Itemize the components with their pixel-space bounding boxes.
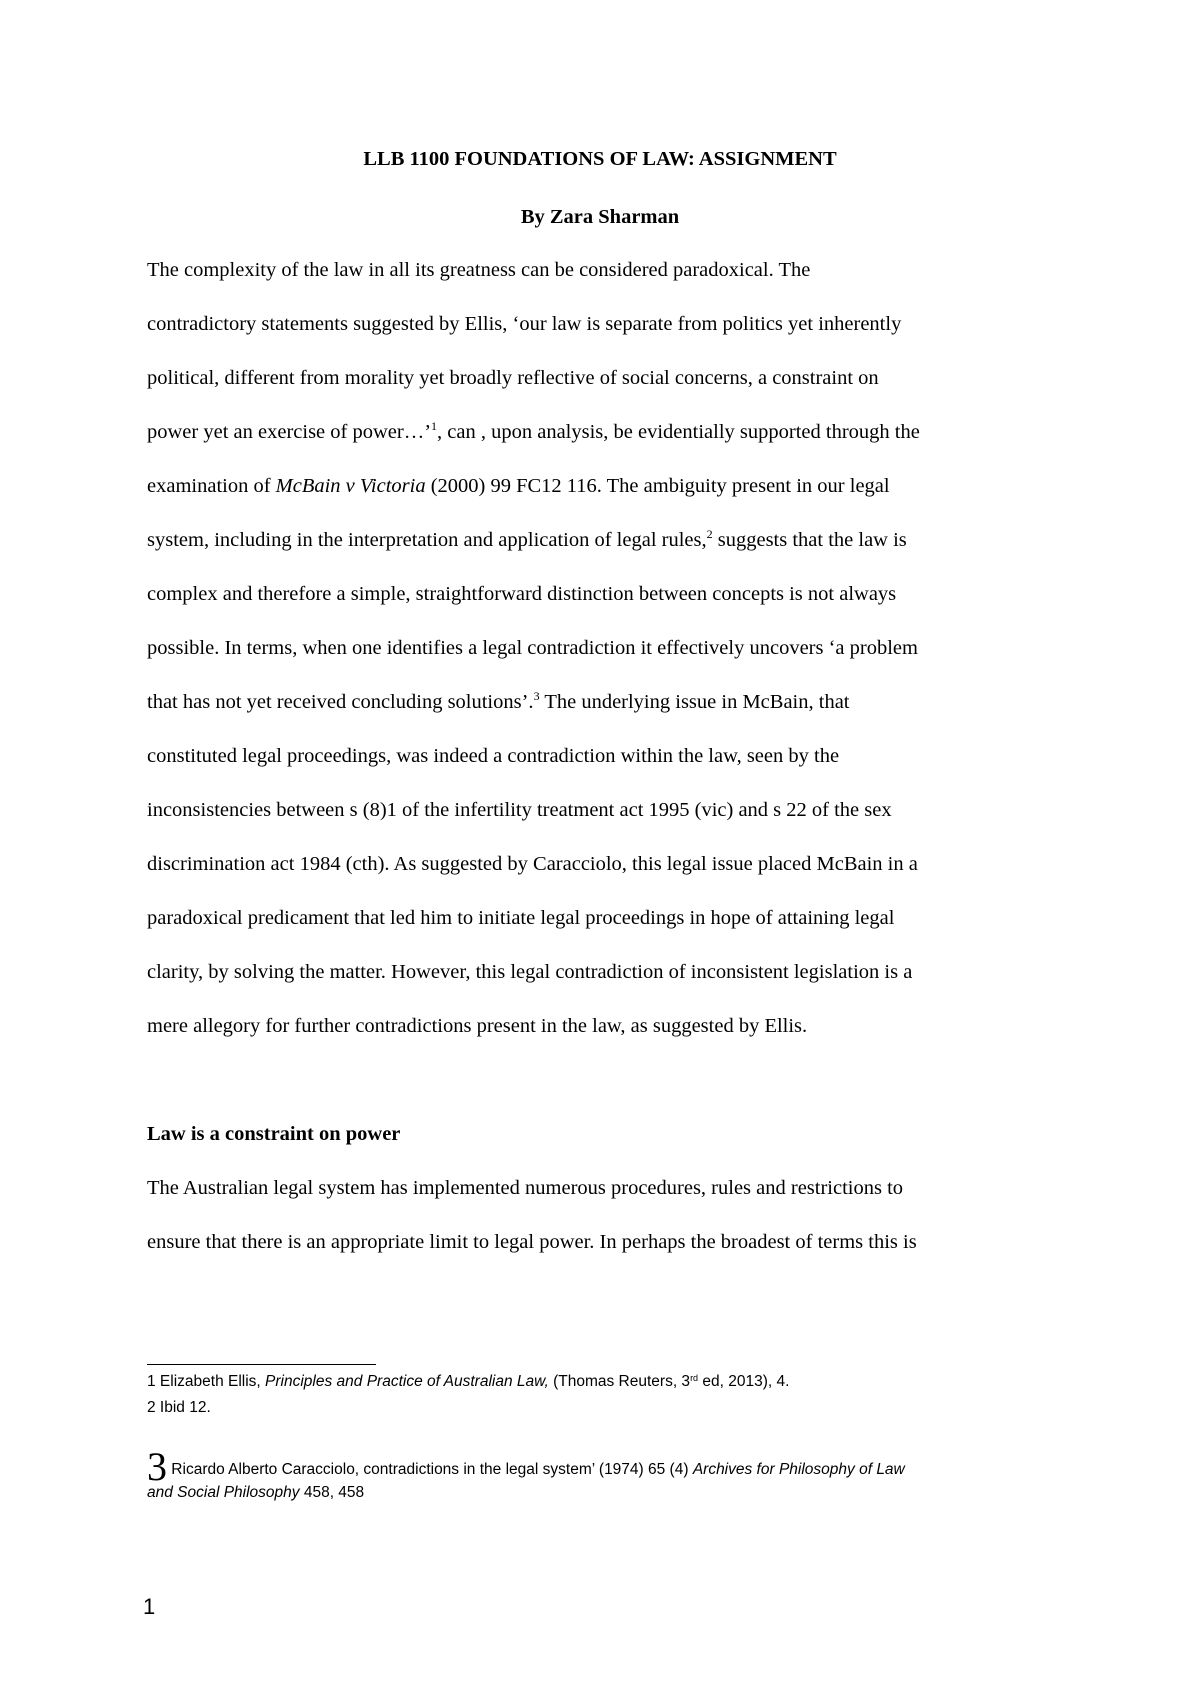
paragraph-line — [147, 528, 1077, 552]
footnote-ref-1: 1 — [431, 419, 438, 433]
text-run: suggests that the law is — [712, 529, 907, 551]
footnote-1 — [147, 1373, 1087, 1391]
paragraph-line: constituted legal proceedings, was indeed a contradiction within the law, seen by the — [147, 745, 840, 767]
paragraph-line: political, different from morality yet broadly reflective of social concerns, a constraint on — [147, 367, 879, 389]
paragraph-line: contradictory statements suggested by Ellis, ‘our law is separate from politics yet inherently — [147, 313, 902, 335]
text-run: The underlying issue in McBain, that — [539, 691, 850, 713]
text-run: 1 Elizabeth Ellis, — [147, 1373, 266, 1390]
footnote-number: 3 — [147, 1444, 167, 1489]
paragraph-line: complex and therefore a simple, straightforward distinction between concepts is not always — [147, 583, 897, 605]
text-run: system, including in the interpretation and application of legal rules, — [147, 529, 707, 551]
journal-title: and Social Philosophy — [147, 1484, 300, 1501]
paragraph-line: The Australian legal system has implemented numerous procedures, rules and restrictions to — [147, 1177, 904, 1199]
footnote-3 — [147, 1444, 1087, 1489]
document-title: LLB 1100 FOUNDATIONS OF LAW: ASSIGNMENT — [363, 148, 837, 170]
footnote-ref-2: 2 — [706, 527, 713, 541]
paragraph-line — [147, 690, 1077, 714]
case-name: McBain v Victoria — [275, 475, 426, 497]
footnote-2: 2 Ibid 12. — [147, 1399, 211, 1416]
text-run: (Thomas Reuters, 3 — [548, 1373, 691, 1390]
paragraph-line: possible. In terms, when one identifies a legal contradiction it effectively uncovers ‘a problem — [147, 637, 918, 659]
footnote-separator — [147, 1364, 376, 1365]
paragraph-line — [147, 474, 1077, 498]
paragraph-line: inconsistencies between s (8)1 of the infertility treatment act 1995 (vic) and s 22 of the sex — [147, 799, 892, 821]
text-run: Ricardo Alberto Caracciolo, contradictions in the legal system’ (1974) 65 (4) — [167, 1461, 693, 1478]
text-run: ed, 2013), 4. — [698, 1373, 790, 1390]
text-run: 458, 458 — [299, 1484, 365, 1501]
superscript: rd — [690, 1373, 699, 1383]
paragraph-line: paradoxical predicament that led him to initiate legal proceedings in hope of attaining legal — [147, 907, 895, 929]
page-number: 1 — [143, 1594, 156, 1619]
paragraph-line: The complexity of the law in all its greatness can be considered paradoxical. The — [147, 259, 811, 281]
text-run: power yet an exercise of power…’ — [147, 421, 432, 443]
paragraph-line — [147, 420, 1077, 444]
footnote-3-continued — [147, 1484, 1087, 1502]
paragraph-line: ensure that there is an appropriate limit to legal power. In perhaps the broadest of terms this is — [147, 1231, 917, 1253]
text-run: (2000) 99 FC12 116. The ambiguity present in our legal — [425, 475, 890, 497]
document-author: By Zara Sharman — [520, 206, 680, 228]
text-run: that has not yet received concluding solutions’. — [147, 691, 534, 713]
paragraph-line: mere allegory for further contradictions present in the law, as suggested by Ellis. — [147, 1015, 808, 1037]
text-run: , can , upon analysis, be evidentially supported through the — [437, 421, 920, 443]
section-heading: Law is a constraint on power — [147, 1123, 401, 1145]
book-title: Principles and Practice of Australian Law, — [265, 1373, 549, 1390]
footnote-ref-3: 3 — [533, 689, 540, 703]
paragraph-line: discrimination act 1984 (cth). As suggested by Caracciolo, this legal issue placed McBain in a — [147, 853, 918, 875]
journal-title: Archives for Philosophy of Law — [692, 1461, 905, 1478]
text-run: examination of — [147, 475, 276, 497]
paragraph-line: clarity, by solving the matter. However, this legal contradiction of inconsistent legislation is a — [147, 961, 913, 983]
